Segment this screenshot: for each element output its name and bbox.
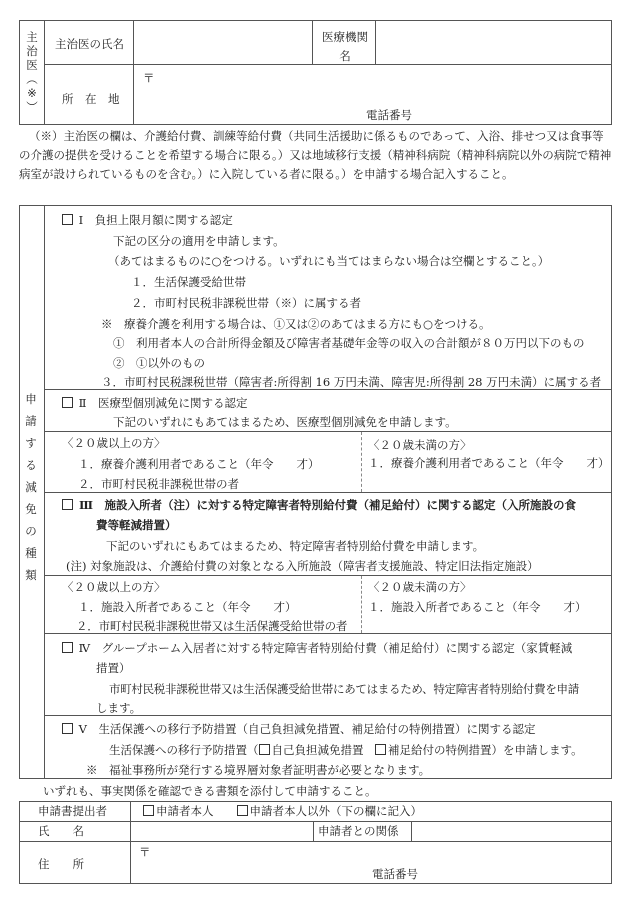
self-label: 申請者本人 — [156, 804, 214, 818]
section3-left-item1[interactable]: １．施設入所者であること（年令 才） — [78, 600, 297, 614]
section1-line1: 下記の区分の適用を申請します。 — [113, 234, 285, 248]
section2-left-item2[interactable]: ２．市町村民税非課税世帯の者 — [78, 477, 239, 491]
section1-line2: （あてはまるものに○をつける。いずれにも当てはまらない場合は空欄とすること。） — [108, 254, 550, 268]
section2-left-head: 〈２０歳以上の方〉 — [62, 436, 166, 450]
other-checkbox[interactable] — [237, 805, 248, 816]
section5-note: ※ 福祉事務所が発行する境界層対象者証明書が必要となります。 — [86, 763, 431, 777]
section3-title[interactable]: Ⅲ 施設入所者（注）に対する特定障害者特別給付費（補足給付）に関する認定（入所施設の食 — [62, 497, 576, 513]
submitter-label: 申請書提出者 — [38, 804, 107, 818]
section1-title[interactable]: Ⅰ 負担上限月額に関する認定 — [62, 212, 233, 228]
section4-line2: します。 — [96, 701, 142, 715]
section1-item2[interactable]: ２．市町村民税非課税世帯（※）に属する者 — [131, 296, 361, 310]
section4-title2: 措置） — [96, 661, 131, 675]
section1-note: ※ 療養介護を利用する場合は、①又は②のあてはまる方にも○をつける。 — [101, 317, 491, 331]
submitter-address-field[interactable] — [131, 842, 610, 882]
doctor-address-label: 所 在 地 — [62, 92, 120, 106]
section1-checkbox[interactable] — [62, 214, 73, 225]
doctor-name-label: 主治医の氏名 — [55, 37, 124, 51]
institution-label: 医療機関 名 — [322, 30, 368, 63]
section1-item3[interactable]: ３．市町村民税課税世帯（障害者:所得割 16 万円未満、障害児:所得割 28 万円未満）に属する者 — [101, 375, 602, 389]
other-label: 申請者本人以外（下の欄に記入） — [249, 804, 422, 818]
relation-field[interactable] — [412, 822, 610, 841]
section2-right-item1[interactable]: １．療養介護利用者であること（年令 才） — [368, 456, 610, 470]
section3-checkbox[interactable] — [62, 499, 73, 510]
section2-line1: 下記のいずれにもあてはまるため、医療型個別減免を申請します。 — [113, 415, 457, 429]
section1-item1[interactable]: １．生活保護受給世帯 — [131, 275, 246, 289]
section4-line1: 市町村民税非課税世帯又は生活保護受給世帯にあてはまるため、特定障害者特別給付費を申請 — [109, 682, 579, 696]
doctor-side-label: 主 治 医 ︵ ※ ︶ — [26, 30, 38, 114]
section3-line2: (注) 対象施設は、介護給付費の対象となる入所施設（障害者支援施設、特定旧法指定施設） — [66, 559, 539, 573]
section5-checkbox[interactable] — [62, 723, 73, 734]
self-checkbox[interactable] — [143, 805, 154, 816]
section2-checkbox[interactable] — [62, 397, 73, 408]
section4-title[interactable]: Ⅳ グループホーム入居者に対する特定障害者特別給付費（補足給付）に関する認定（家賃軽減 — [62, 640, 572, 656]
submitter-phone-label: 電話番号 — [372, 867, 418, 881]
section2-left-item1[interactable]: １．療養介護利用者であること（年令 才） — [78, 457, 320, 471]
section4-checkbox[interactable] — [62, 642, 73, 653]
section3-line1: 下記のいずれにもあてはまるため、特定障害者特別給付費を申請します。 — [106, 539, 485, 553]
special-measure-label: 補足給付の特例措置 — [388, 743, 492, 757]
relation-label: 申請者との関係 — [318, 824, 399, 838]
section3-left-head: 〈２０歳以上の方〉 — [62, 580, 166, 594]
section3-left-item2[interactable]: ２．市町村民税非課税世帯又は生活保護受給世帯の者 — [76, 619, 348, 633]
doctor-phone-label: 電話番号 — [366, 108, 412, 122]
self-burden-checkbox[interactable] — [259, 744, 270, 755]
attach-note: いずれも、事実関係を確認できる書類を添付して申請すること。 — [43, 784, 377, 798]
submitter-address-label: 住 所 — [38, 857, 84, 871]
self-burden-label: 自己負担減免措置 — [271, 743, 364, 757]
special-measure-checkbox[interactable] — [375, 744, 386, 755]
doctor-note: （※）主治医の欄は、介護給付費、訓練等給付費（共同生活援助に係るものであって、入浴、排せつ又は食事等の介護の提供を受けることを希望する場合に限る。）又は地域移行支援（精神科病院（精神科病院以外の病院で精神病室が設けられているものを含む。）に入院している者に限る。）を申請する場合記入すること。 — [19, 129, 612, 181]
section3-right-head: 〈２０歳未満の方〉 — [368, 580, 472, 594]
section3-right-item1[interactable]: １．施設入所者であること（年令 才） — [368, 600, 587, 614]
section5-title[interactable]: Ⅴ 生活保護への移行予防措置（自己負担減免措置、補足給付の特例措置）に関する認定 — [62, 721, 535, 737]
submitter-options — [143, 803, 422, 819]
doctor-name-field[interactable] — [134, 21, 311, 64]
section1-sub2[interactable]: ② ①以外のもの — [113, 356, 205, 370]
section2-right-head: 〈２０歳未満の方〉 — [368, 438, 472, 452]
section3-title2: 費等軽減措置） — [96, 518, 177, 532]
institution-field[interactable] — [376, 21, 610, 64]
reduction-side-label: 申 請 す る 減 免 の 種 類 — [25, 392, 37, 582]
submitter-name-label: 氏 名 — [38, 824, 84, 838]
submitter-name-field[interactable] — [131, 822, 312, 841]
doctor-postal-mark: 〒 — [143, 71, 155, 85]
submitter-postal-mark: 〒 — [139, 845, 151, 859]
section1-sub1[interactable]: ① 利用者本人の合計所得金額及び障害者基礎年金等の収入の合計額が８０万円以下のもの — [113, 336, 585, 350]
section5-line1: 生活保護への移行予防措置（ 自己負担減免措置 補足給付の特例措置）を申請します。 — [109, 743, 583, 757]
section2-title[interactable]: Ⅱ 医療型個別減免に関する認定 — [62, 395, 247, 411]
